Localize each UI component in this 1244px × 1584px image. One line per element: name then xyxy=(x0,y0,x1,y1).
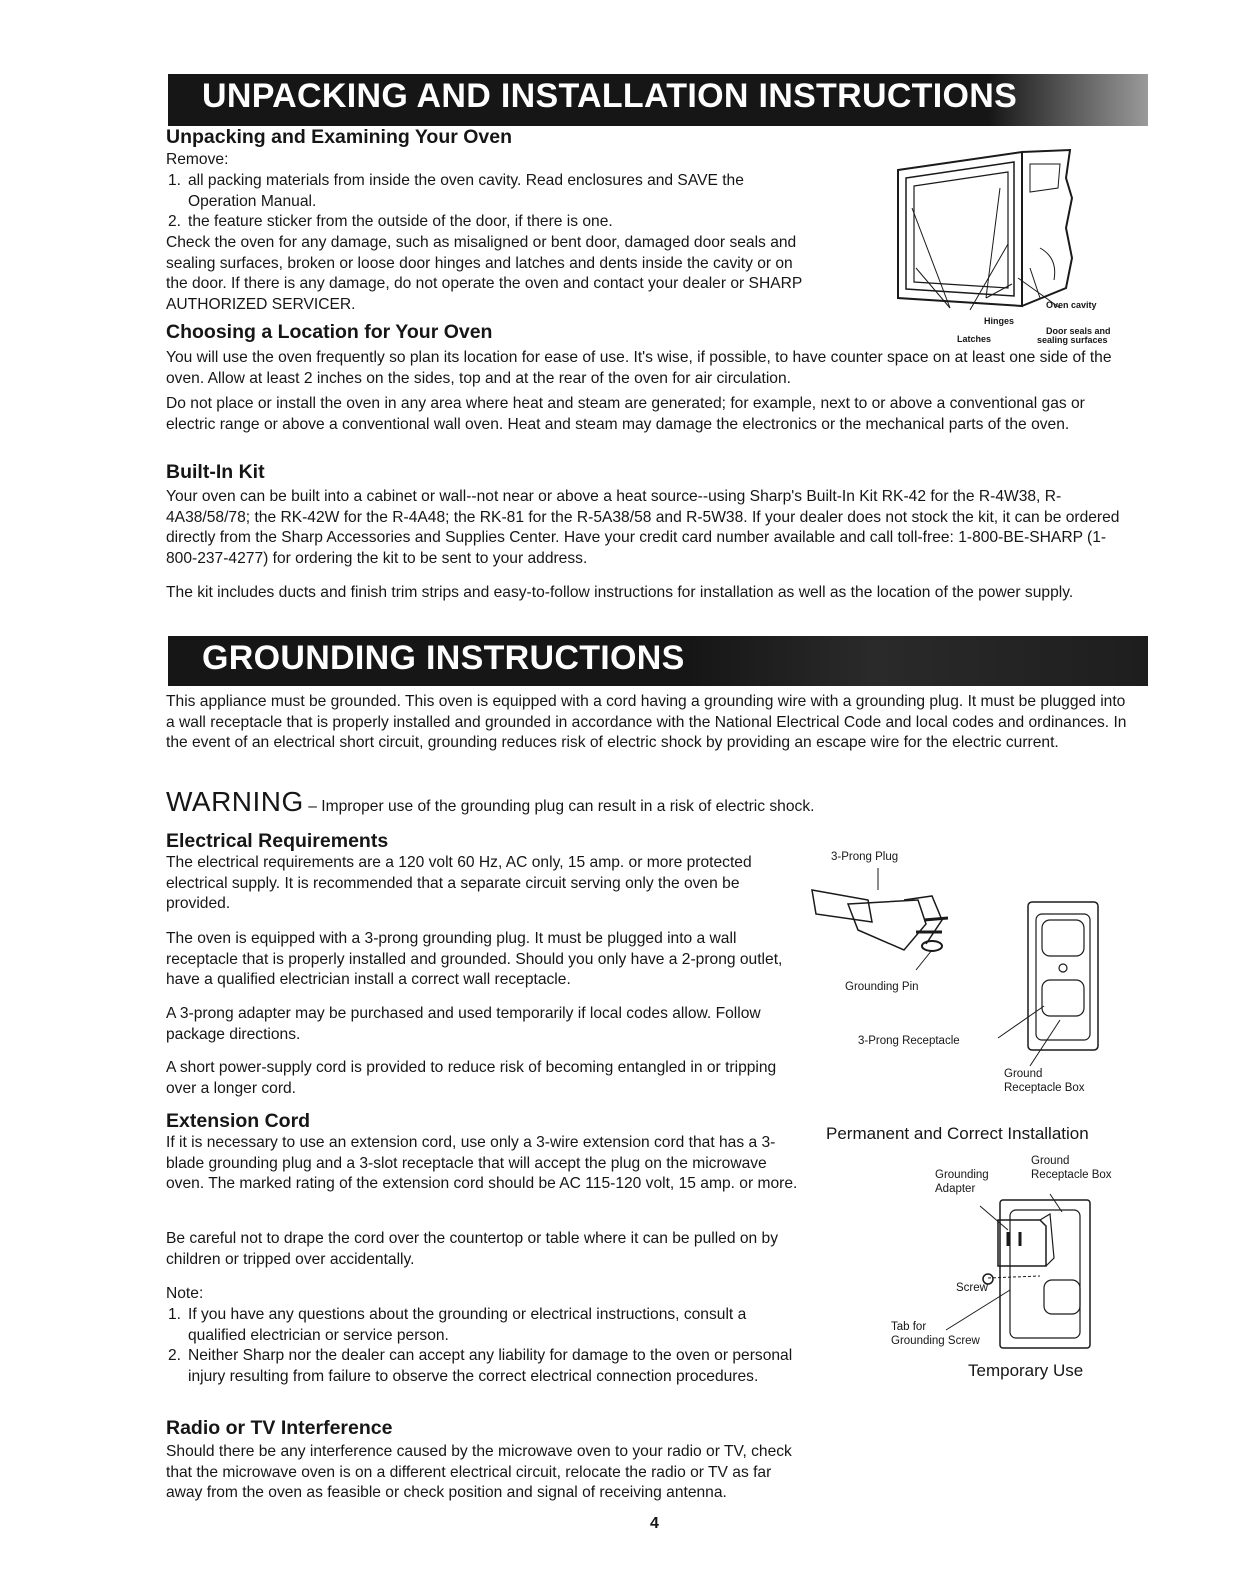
oven-door-illustration xyxy=(890,148,1090,318)
examine-heading: Unpacking and Examining Your Oven xyxy=(166,126,513,148)
label-temp-ground: Ground xyxy=(1031,1155,1070,1167)
caption-permanent-installation: Permanent and Correct Installation xyxy=(826,1124,1089,1143)
extension-paragraph-2: Be careful not to drape the cord over the countertop or table where it can be pulled on by children or tripped over accidentally. xyxy=(166,1230,779,1268)
label-receptacle-box: Receptacle Box xyxy=(1004,1082,1085,1094)
list-item: 1. If you have any questions about the grounding or electrical instructions, consult a qualified electrician or service person. xyxy=(168,1306,747,1344)
warning-word: WARNING xyxy=(166,786,304,817)
grounding-intro: This appliance must be grounded. This oven is equipped with a cord having a grounding wire with a grounding plug. It must be plugged into a wall receptacle that is properly installed and grounded in accordance with the National Electrical Code and local codes and ordinances. In the event of an electrical short circuit, grounding reduces risk of electric shock by providing an escape wire for the electric current. xyxy=(166,693,1127,751)
electrical-paragraph-1: The electrical requirements are a 120 volt 60 Hz, AC only, 15 amp. or more protected electrical supply. It is recommended that a separate circuit serving only the oven be provided. xyxy=(166,854,752,912)
radio-paragraph: Should there be any interference caused by the microwave oven to your radio or TV, check that the microwave oven is on a different electrical circuit, relocate the radio or TV as far away from the oven as feasible or check position and signal of receiving antenna. xyxy=(166,1443,792,1501)
builtin-heading: Built-In Kit xyxy=(166,461,265,483)
location-paragraph-2: Do not place or install the oven in any area where heat and steam are generated; for example, next to or above a conventional gas or electric range or above a conventional wall oven. Heat and steam may damage the electronics or the mechanical parts of the oven. xyxy=(166,395,1085,433)
label-screw: Screw xyxy=(956,1282,988,1294)
electrical-paragraph-4: A short power-supply cord is provided to reduce risk of becoming entangled in or tripping over a longer cord. xyxy=(166,1059,777,1097)
extension-paragraph-1: If it is necessary to use an extension cord, use only a 3-wire extension cord that has a 3-blade grounding plug and a 3-slot receptacle that will accept the plug on the microwave oven. The marked rating of the extension cord should be AC 115-120 volt, 15 amp. or more. xyxy=(166,1134,798,1192)
list-item: 2. the feature sticker from the outside of the door, if there is one. xyxy=(168,213,613,230)
radio-heading: Radio or TV Interference xyxy=(166,1417,393,1439)
label-latches: Latches xyxy=(957,334,992,344)
location-paragraph-1: You will use the oven frequently so plan its location for ease of use. It's wise, if possible, to have counter space on at least one side of the oven. Allow at least 2 inches on the sides, top and at the rear of the oven for air circulation. xyxy=(166,349,1112,387)
location-heading: Choosing a Location for Your Oven xyxy=(166,321,493,343)
label-3-prong-receptacle: 3-Prong Receptacle xyxy=(858,1035,960,1047)
extension-heading: Extension Cord xyxy=(166,1110,311,1132)
label-ground: Ground xyxy=(1004,1068,1043,1080)
label-adapter: Adapter xyxy=(935,1183,976,1195)
warning-text: – Improper use of the grounding plug can result in a risk of electric shock. xyxy=(308,798,815,815)
label-3-prong-plug: 3-Prong Plug xyxy=(831,851,899,863)
list-item: 2. Neither Sharp nor the dealer can accept any liability for damage to the oven or personal injury resulting from failure to observe the correct electrical connection procedures. xyxy=(168,1347,793,1385)
permanent-installation-illustration xyxy=(808,860,1108,1090)
caption-temporary-use: Temporary Use xyxy=(968,1361,1084,1380)
remove-label: Remove: xyxy=(166,151,229,168)
unpacking-title: UNPACKING AND INSTALLATION INSTRUCTIONS xyxy=(202,77,1018,115)
grounding-title: GROUNDING INSTRUCTIONS xyxy=(202,639,685,677)
label-temp-receptacle-box: Receptacle Box xyxy=(1031,1169,1112,1181)
label-grounding: Grounding xyxy=(935,1169,989,1181)
unpacking-banner xyxy=(168,74,1148,126)
electrical-paragraph-2: The oven is equipped with a 3-prong grounding plug. It must be plugged into a wall receptacle that is properly installed and grounded. Should you only have a 2-prong outlet, have a qualified electrician install a correct wall receptacle. xyxy=(166,930,783,988)
label-grounding-pin: Grounding Pin xyxy=(845,981,919,993)
label-door-seals: Door seals and xyxy=(1046,326,1111,336)
label-oven-cavity: Oven cavity xyxy=(1046,300,1097,310)
label-tab-for: Tab for xyxy=(891,1321,927,1333)
label-sealing-surfaces: sealing surfaces xyxy=(1037,335,1108,345)
label-hinges: Hinges xyxy=(984,316,1015,326)
electrical-heading: Electrical Requirements xyxy=(166,830,389,852)
check-text: Check the oven for any damage, such as misaligned or bent door, damaged door seals and sealing surfaces, broken or loose door hinges and latches and dents inside the cavity or on the door. If there is any damage, do not operate the oven and contact your dealer or SHARP AUTHORIZED SERVICER. xyxy=(166,234,802,313)
grounding-banner xyxy=(168,636,1148,686)
label-grounding-screw: Grounding Screw xyxy=(891,1335,980,1347)
list-item: 1. all packing materials from inside the oven cavity. Read enclosures and SAVE the Operation Manual. xyxy=(168,172,744,210)
page-number: 4 xyxy=(650,1515,659,1532)
builtin-paragraph-1: Your oven can be built into a cabinet or wall--not near or above a heat source--using Sharp's Built-In Kit RK-42 for the R-4W38, R-4A38/58/78; the RK-42W for the R-4A48; the RK-81 for the R-5A38/58 and R-5W38. If your dealer does not stock the kit, it can be ordered directly from the Sharp Accessories and Supplies Center. Have your credit card number available and call toll-free: 1-800-BE-SHARP (1-800-237-4277) for ordering the kit to be sent to your address. xyxy=(166,488,1120,567)
electrical-paragraph-3: A 3-prong adapter may be purchased and used temporarily if local codes allow. Follow package directions. xyxy=(166,1005,761,1043)
notes-list xyxy=(166,1305,808,1387)
remove-list xyxy=(166,171,816,233)
builtin-paragraph-2: The kit includes ducts and finish trim strips and easy-to-follow instructions for installation as well as the location of the power supply. xyxy=(166,584,1074,601)
warning-line xyxy=(166,786,814,818)
note-label: Note: xyxy=(166,1285,204,1302)
